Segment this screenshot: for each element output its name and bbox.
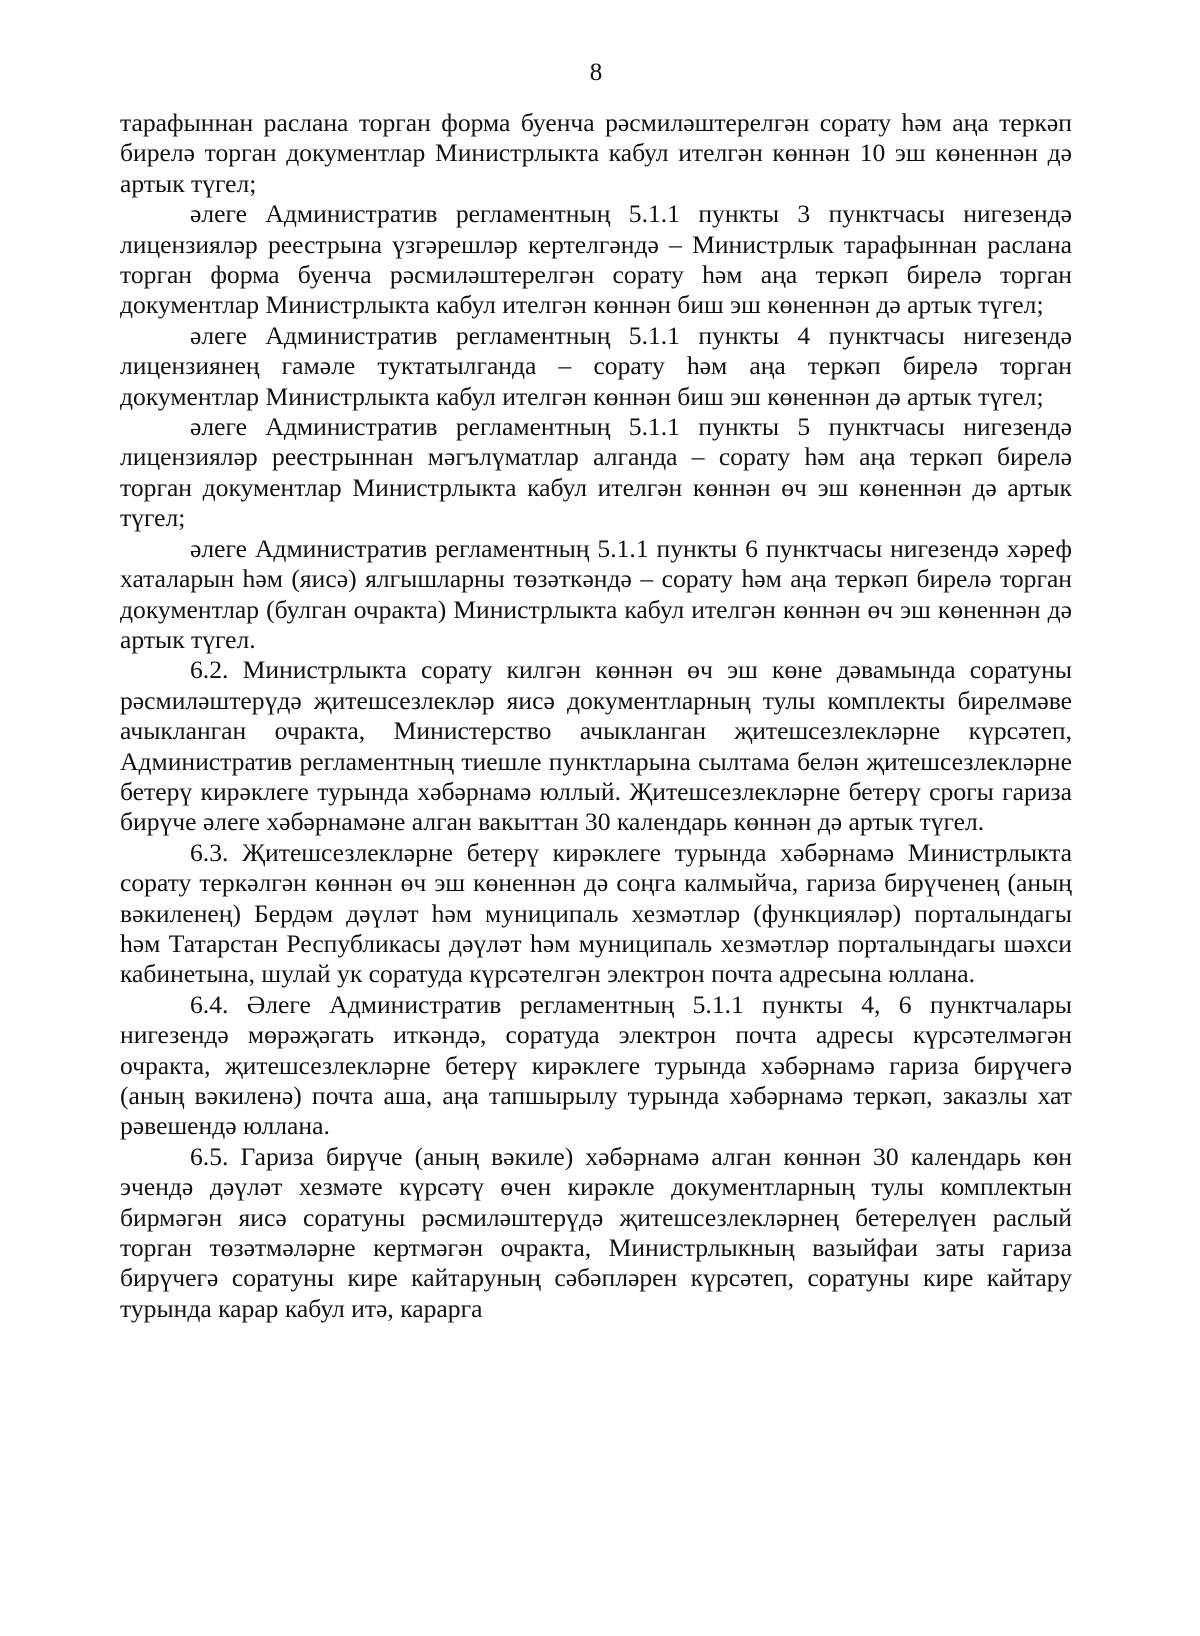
paragraph-6-4: 6.4. Әлеге Административ регламентның 5.1.1 пункты 4, 6 пунктчалары нигезендә мөрәҗәгать иткәндә, соратуда электрон почта адресы күрсәтелмәгән очракта, җитешсезлекләрне бетерү кирәклеге турында хәбәрнамә гариза бирүчегә (аның вәкиленә) почта аша, аңа тапшырылу турында хәбәрнамә теркәп, заказлы хат рәвешендә юллана. xyxy=(120,989,1072,1141)
paragraph-6-2: 6.2. Министрлыкта сорату килгән көннән өч эш көне дәвамында соратуны рәсмиләштерүдә җитешсезлекләр яисә документларның тулы комплекты бирелмәве ачыкланган очракта, Министерство ачыкланган җитешсезлекләрне күрсәтеп, Административ регламентның тиешле пунктларына сылтама белән җитешсезлекләрне бетерү кирәклеге турында хәбәрнамә юллый. Җитешсезлекләрне бетерү срогы гариза бирүче әлеге хәбәрнамәне алган вакыттан 30 календарь көннән дә артык түгел. xyxy=(120,655,1072,837)
paragraph-6-3: 6.3. Җитешсезлекләрне бетерү кирәклеге турында хәбәрнамә Министрлыкта сорату теркәлгән көннән өч эш көненнән дә соңга калмыйча, гариза бирүченең (аның вәкиленең) Бердәм дәүләт һәм муниципаль хезмәтләр (функцияләр) порталындагы һәм Татарстан Республикасы дәүләт һәм муниципаль хезмәтләр порталындагы шәхси кабинетына, шулай ук соратуда күрсәтелгән электрон почта адресына юллана. xyxy=(120,837,1072,989)
paragraph-subitem-5: әлеге Административ регламентның 5.1.1 пункты 5 пунктчасы нигезендә лицензияләр реестрыннан мәгълүматлар алганда – сорату һәм аңа теркәп бирелә торган документлар Министрлыкта кабул ителгән көннән өч эш көненнән дә артык түгел; xyxy=(120,412,1072,533)
paragraph-continuation: тарафыннан раслана торган форма буенча рәсмиләштерелгән сорату һәм аңа теркәп бирелә торган документлар Министрлыкта кабул ителгән көннән 10 эш көненнән дә артык түгел; xyxy=(120,108,1072,198)
paragraph-6-5: 6.5. Гариза бирүче (аның вәкиле) хәбәрнамә алган көннән 30 календарь көн эчендә дәүләт хезмәте күрсәтү өчен кирәкле документларның тулы комплектын бирмәгән яисә соратуны рәсмиләштерүдә җитешсезлекләрнең бетерелүен раслый торган төзәтмәләрне кертмәгән очракта, Министрлыкның вазыйфаи заты гариза бирүчегә соратуны кире кайтаруның сәбәпләрен күрсәтеп, соратуны кире кайтару турында карар кабул итә, карарга xyxy=(120,1141,1072,1323)
paragraph-subitem-4: әлеге Административ регламентның 5.1.1 пункты 4 пунктчасы нигезендә лицензиянең гамәле туктатылганда – сорату һәм аңа теркәп бирелә торган документлар Министрлыкта кабул ителгән көннән биш эш көненнән дә артык түгел; xyxy=(120,320,1072,411)
paragraph-subitem-3: әлеге Административ регламентның 5.1.1 пункты 3 пунктчасы нигезендә лицензияләр реестрына үзгәрешләр кертелгәндә – Министрлык тарафыннан раслана торган форма буенча рәсмиләштерелгән сорату һәм аңа теркәп бирелә торган документлар Министрлыкта кабул ителгән көннән биш эш көненнән дә артык түгел; xyxy=(120,199,1072,320)
paragraph-subitem-6: әлеге Административ регламентның 5.1.1 пункты 6 пунктчасы нигезендә хәреф хаталарын һәм (яисә) ялгышларны төзәткәндә – сорату һәм аңа теркәп бирелә торган документлар (булган очракта) Министрлыкта кабул ителгән көннән өч эш көненнән дә артык түгел. xyxy=(120,533,1072,654)
document-body xyxy=(120,108,1072,1324)
page-number: 8 xyxy=(589,59,603,86)
